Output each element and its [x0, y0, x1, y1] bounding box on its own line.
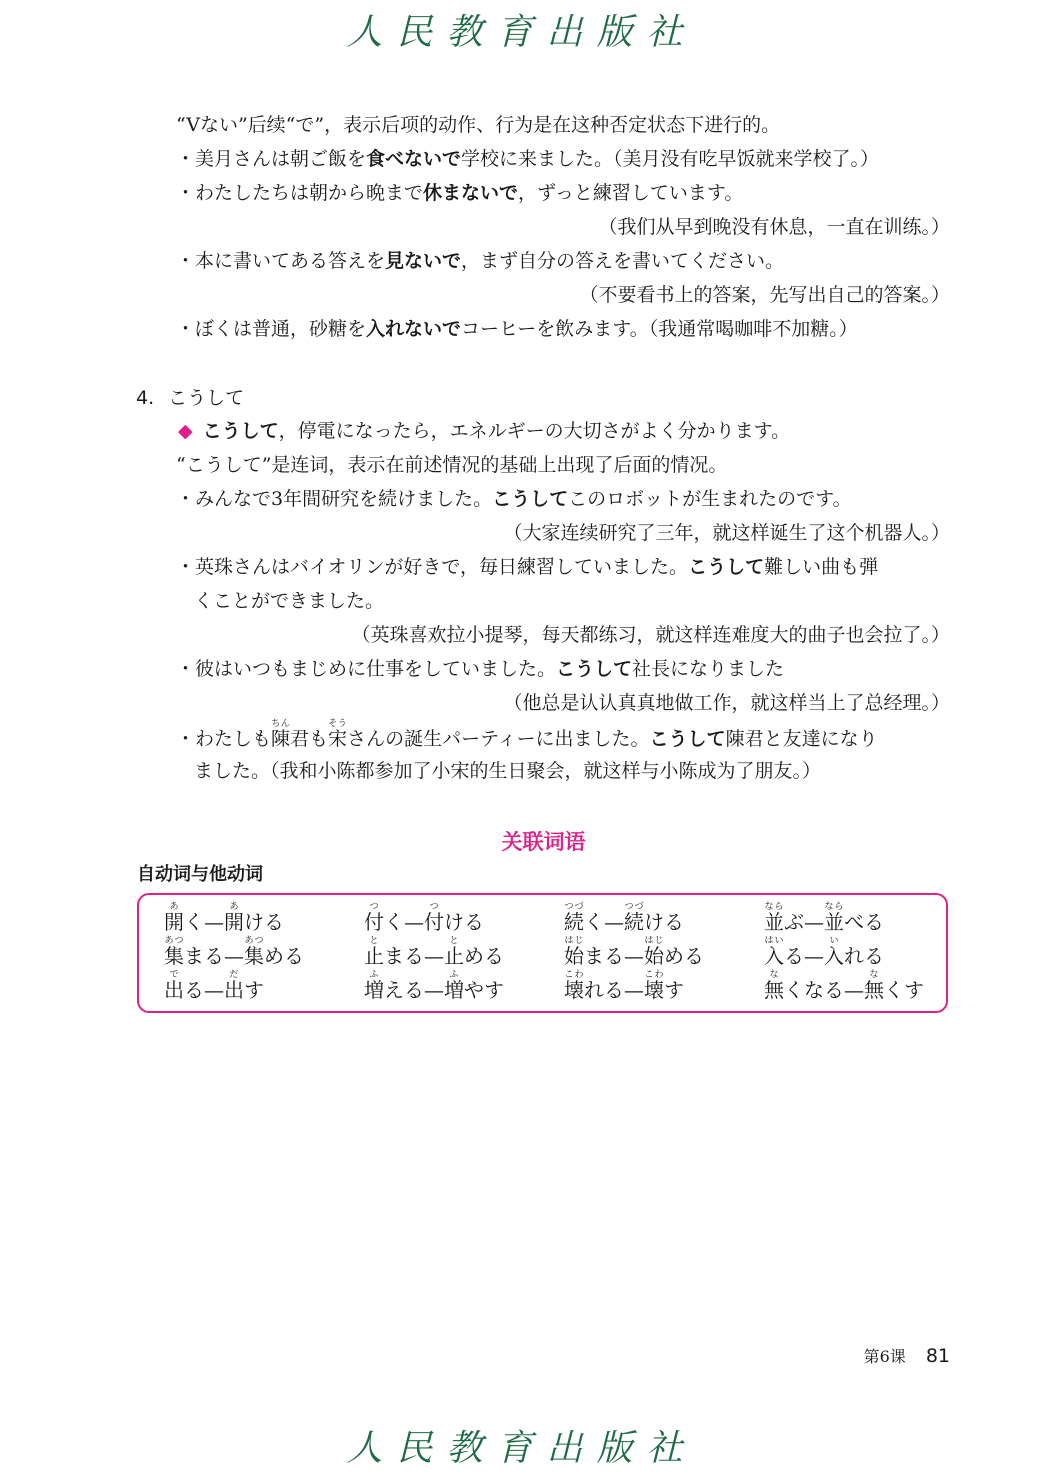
example-line: ・本に書いてある答えを見ないで，まず自分の答えを書いてください。 — [176, 250, 785, 272]
verb-pair: 出でる—出だす — [164, 970, 264, 1002]
verb-pair: 増ふえる—増ふやす — [364, 970, 504, 1002]
verb-pair: 始はじまる—始はじめる — [564, 936, 704, 968]
verb-pair: 入はいる—入いれる — [764, 936, 884, 968]
translation-line: （不要看书上的答案，先写出自己的答案。） — [579, 284, 950, 306]
example-line: ・みんなで3年間研究を続けました。こうしてこのロボットが生まれたのです。 — [176, 488, 852, 510]
verb-pair: 続つづく—続つづける — [564, 902, 684, 934]
verb-pair: 開あく—開あける — [164, 902, 284, 934]
key-example: ◆ こうして，停電になったら，エネルギーの大切さがよく分かります。 — [178, 420, 791, 442]
verb-pair: 止とまる—止とめる — [364, 936, 504, 968]
verb-pair: 集あつまる—集あつめる — [164, 936, 304, 968]
related-words-subtitle: 自动词与他动词 — [137, 864, 263, 885]
intro-text: “Vない”后续“で”，表示后项的动作、行为是在这种否定状态下进行的。 — [176, 114, 781, 136]
translation-line: （他总是认认真真地做工作，就这样当上了总经理。） — [503, 692, 950, 714]
section-heading: 4. こうして — [136, 387, 245, 409]
publisher-logo-top: 人民教育出版社 — [346, 12, 697, 53]
example-line: ・彼はいつもまじめに仕事をしていました。こうして社長になりました — [176, 658, 785, 680]
publisher-logo-bottom: 人民教育出版社 — [346, 1428, 697, 1469]
example-continuation: くことができました。 — [194, 590, 385, 612]
verb-pair: 壊こわれる—壊こわす — [564, 970, 684, 1002]
translation-line: （我们从早到晚没有休息，一直在训练。） — [598, 216, 950, 238]
diamond-bullet-icon: ◆ — [178, 420, 193, 442]
translation-line: （大家连续研究了三年，就这样诞生了这个机器人。） — [503, 522, 950, 544]
explanation-text: “こうして”是连词，表示在前述情况的基础上出现了后面的情况。 — [176, 454, 728, 476]
example-line: ・わたしたちは朝から晩まで休まないで，ずっと練習しています。 — [176, 182, 744, 204]
verb-pair: 付つく—付つける — [364, 902, 484, 934]
verb-pair: 並ならぶ—並ならべる — [764, 902, 884, 934]
example-line: ・ぼくは普通，砂糖を入れないでコーヒーを飲みます。（我通常喝咖啡不加糖。） — [176, 318, 858, 340]
example-line: ・英珠さんはバイオリンが好きで，毎日練習していました。こうして難しい曲も弾 — [176, 556, 879, 578]
example-line: ・美月さんは朝ご飯を食べないで学校に来ました。（美月没有吃早饭就来学校了。） — [176, 148, 880, 170]
example-continuation: ました。（我和小陈都参加了小宋的生日聚会，就这样与小陈成为了朋友。） — [194, 760, 822, 782]
example-line: ・わたしも陳ちん君も宋そうさんの誕生パーティーに出ました。こうして陳君と友達になり — [176, 719, 878, 750]
verb-pair: 無なくなる—無なくす — [764, 970, 924, 1002]
lesson-label: 第6课 — [863, 1347, 906, 1366]
page-footer — [864, 1344, 950, 1367]
translation-line: （英珠喜欢拉小提琴，每天都练习，就这样连难度大的曲子也会拉了。） — [351, 624, 950, 646]
related-words-title: 关联词语 — [501, 830, 586, 854]
page-number: 81 — [925, 1345, 950, 1367]
